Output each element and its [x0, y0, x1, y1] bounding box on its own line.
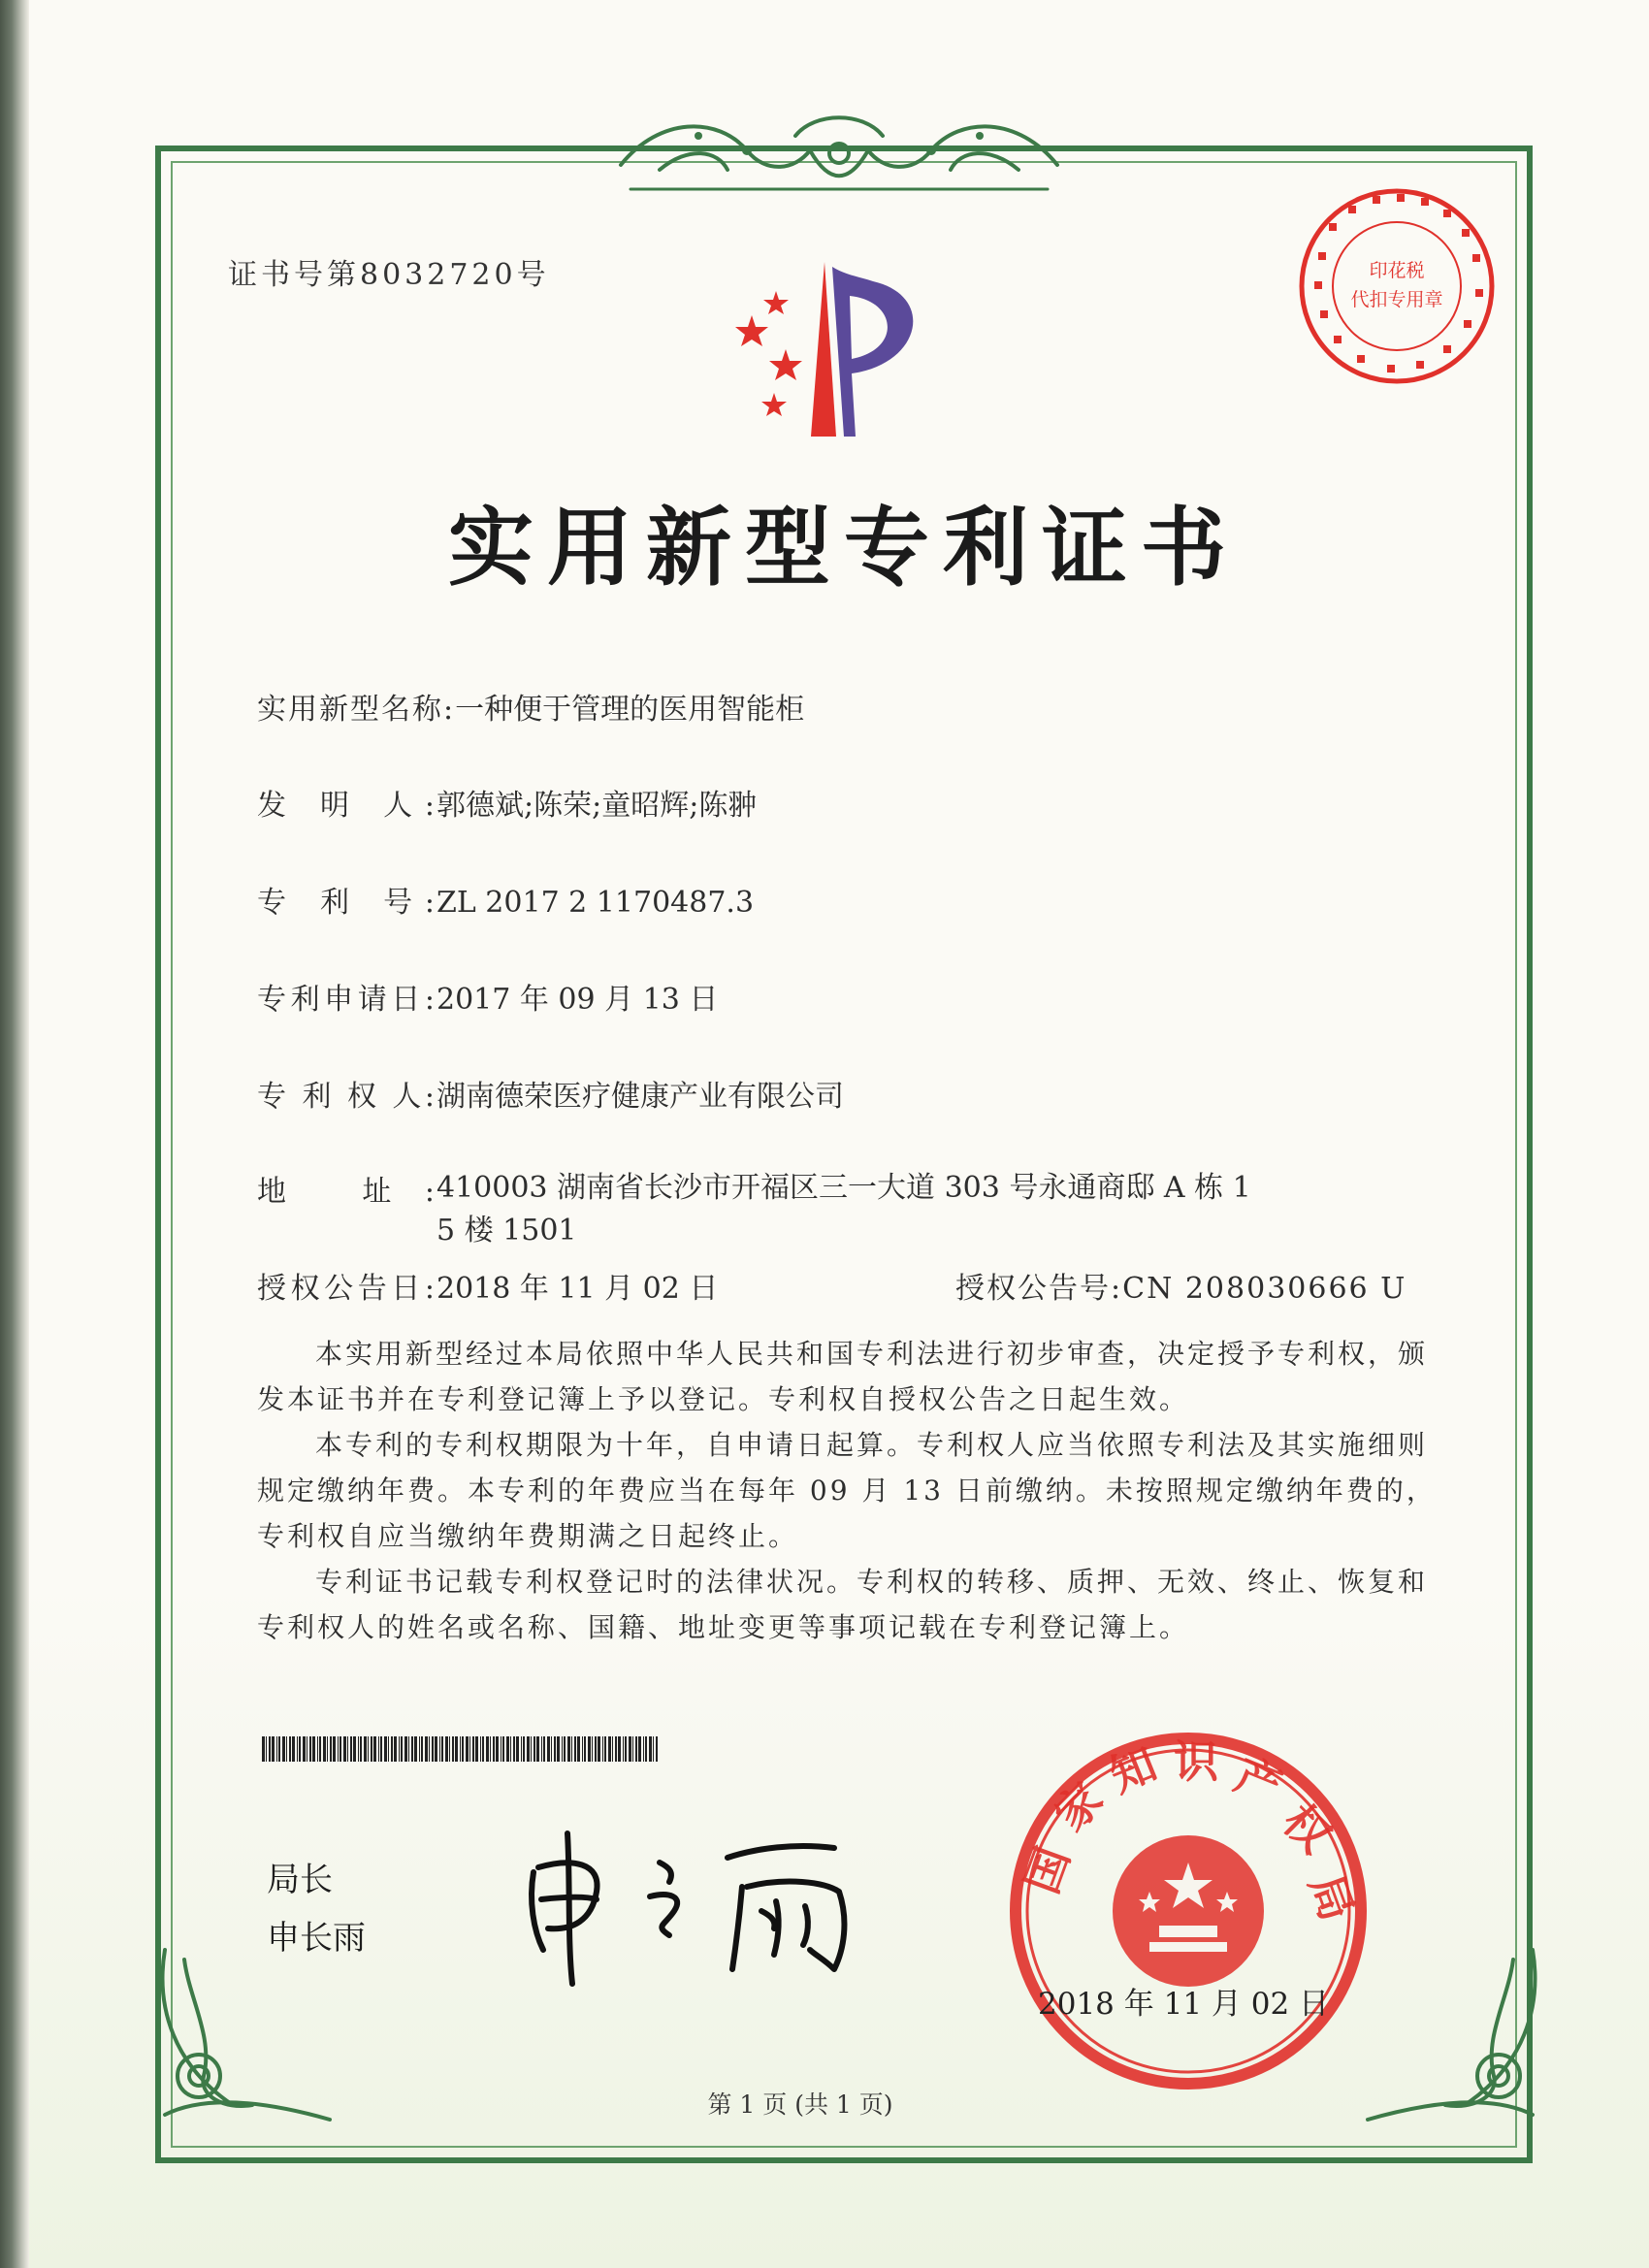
filing-date-value: 2017 年 09 月 13 日	[436, 983, 719, 1017]
barcode-bar	[649, 1736, 652, 1762]
publication-date-field	[257, 1264, 718, 1307]
patentee-field	[257, 1072, 844, 1115]
barcode-bar	[598, 1736, 600, 1762]
certificate-number: 证书号第8032720号	[228, 258, 550, 292]
barcode-bar	[480, 1736, 481, 1762]
barcode-bar	[340, 1736, 341, 1762]
top-scroll-ornament	[601, 97, 1077, 204]
svg-text:产: 产	[1227, 1748, 1289, 1814]
barcode-bar	[338, 1736, 339, 1762]
barcode-bar	[269, 1736, 271, 1762]
body-paragraph-3: 专利证书记载专利权登记时的法律状况。专利权的转移、质押、无效、终止、恢复和专利权人的姓名或名称、国籍、地址变更等事项记载在专利登记簿上。	[257, 1566, 1429, 1643]
barcode-bar	[496, 1736, 499, 1762]
barcode-bar	[380, 1736, 382, 1762]
barcode-bar	[516, 1736, 519, 1762]
svg-text:知: 知	[1102, 1736, 1164, 1803]
barcode-bar	[584, 1736, 586, 1762]
barcode-bar	[521, 1736, 522, 1762]
barcode-bar	[312, 1736, 315, 1762]
barcode-bar	[623, 1736, 624, 1762]
barcode-bar	[582, 1736, 583, 1762]
utility-model-name-value: 一种便于管理的医用智能柜	[455, 693, 805, 727]
barcode-bar	[608, 1736, 611, 1762]
barcode-bar	[429, 1736, 430, 1762]
barcode-bar	[564, 1736, 566, 1762]
barcode-bar	[571, 1736, 572, 1762]
tax-stamp-center-line1: 印花税	[1369, 260, 1425, 281]
barcode-bar	[408, 1736, 409, 1762]
barcode-bar	[445, 1736, 448, 1762]
barcode-bar	[653, 1736, 654, 1762]
barcode-bar	[411, 1736, 413, 1762]
barcode-bar	[292, 1736, 295, 1762]
barcode-bar	[353, 1736, 356, 1762]
barcode-bar	[618, 1736, 621, 1762]
patent-number-value: ZL 2017 2 1170487.3	[436, 886, 755, 920]
barcode-bar	[502, 1736, 504, 1762]
barcode-bar	[475, 1736, 478, 1762]
barcode-bar	[656, 1736, 658, 1762]
barcode-bar	[414, 1736, 417, 1762]
barcode-bar	[547, 1736, 550, 1762]
barcode-bar	[330, 1736, 332, 1762]
barcode-bar	[317, 1736, 318, 1762]
barcode-bar	[554, 1736, 556, 1762]
cnipa-official-seal	[1004, 1727, 1373, 2095]
svg-text:识: 识	[1174, 1735, 1218, 1788]
barcode-bar	[486, 1736, 489, 1762]
body-paragraph-2: 本专利的专利权期限为十年，自申请日起算。专利权人应当依照专利法及其实施细则规定缴纳年费。本专利的年费应当在每年 09 月 13 日前缴纳。未按照规定缴纳年费的，专利权自应当缴纳年费期满之日起终止。	[257, 1429, 1437, 1552]
address-label: 地 址:	[257, 1175, 436, 1209]
barcode-bar	[523, 1736, 525, 1762]
publication-number-value: CN 208030666 U	[1122, 1272, 1407, 1306]
barcode-bar	[421, 1736, 423, 1762]
barcode-bar	[333, 1736, 336, 1762]
svg-text:国: 国	[1015, 1840, 1081, 1900]
barcode-bar	[595, 1736, 597, 1762]
patentee-label: 专 利 权 人:	[257, 1080, 436, 1114]
barcode-bar	[541, 1736, 542, 1762]
barcode-bar	[588, 1736, 591, 1762]
barcode-bar	[510, 1736, 511, 1762]
barcode-bar	[272, 1736, 275, 1762]
patentee-value: 湖南德荣医疗健康产业有限公司	[436, 1080, 844, 1114]
barcode-bar	[319, 1736, 321, 1762]
director-name: 申长雨	[267, 1919, 366, 1958]
barcode-bar	[286, 1736, 287, 1762]
barcode-bar	[490, 1736, 491, 1762]
barcode-bar	[562, 1736, 563, 1762]
barcode-bar	[513, 1736, 515, 1762]
patent-office-logo	[728, 257, 970, 441]
publication-date-value: 2018 年 11 月 02 日	[436, 1272, 719, 1306]
barcode-bar	[643, 1736, 644, 1762]
barcode-bar	[439, 1736, 440, 1762]
barcode-bar	[350, 1736, 352, 1762]
director-title: 局长	[267, 1861, 333, 1899]
barcode-bar	[378, 1736, 379, 1762]
barcode-bar	[373, 1736, 376, 1762]
barcode-bar	[592, 1736, 593, 1762]
barcode-bar	[432, 1736, 434, 1762]
utility-model-name-field	[257, 685, 804, 728]
barcode-bar	[574, 1736, 576, 1762]
address-line-2: 5 楼 1501	[436, 1214, 577, 1247]
publication-number-label: 授权公告号:	[955, 1272, 1123, 1306]
barcode-bar	[425, 1736, 428, 1762]
inventor-value: 郭德斌;陈荣;童昭辉;陈翀	[436, 789, 758, 823]
barcode-bar	[388, 1736, 389, 1762]
barcode-bar	[323, 1736, 326, 1762]
barcode-bar	[303, 1736, 306, 1762]
barcode-bar	[543, 1736, 545, 1762]
address-value	[436, 1167, 1251, 1252]
certificate-title: 实用新型专利证书	[447, 497, 1240, 598]
director-signature	[514, 1814, 873, 1989]
barcode-bar	[399, 1736, 400, 1762]
barcode-bar	[604, 1736, 606, 1762]
barcode-bar	[289, 1736, 291, 1762]
barcode-bar	[625, 1736, 627, 1762]
barcode-bar	[615, 1736, 617, 1762]
barcode-bar	[567, 1736, 570, 1762]
scan-edge	[0, 0, 29, 2268]
barcode-bar	[531, 1736, 532, 1762]
barcode-bar	[299, 1736, 301, 1762]
barcode-bar	[460, 1736, 461, 1762]
barcode-bar	[266, 1736, 267, 1762]
barcode-bar	[309, 1736, 311, 1762]
inventor-field	[257, 781, 757, 824]
barcode-bar	[629, 1736, 631, 1762]
tax-stamp	[1295, 184, 1499, 388]
barcode-bar	[364, 1736, 367, 1762]
barcode-bar	[368, 1736, 369, 1762]
barcode	[262, 1736, 660, 1762]
filing-date-field	[257, 975, 718, 1018]
barcode-bar	[452, 1736, 454, 1762]
patent-number-label: 专 利 号:	[257, 886, 436, 920]
barcode-bar	[482, 1736, 484, 1762]
svg-text:局: 局	[1299, 1867, 1365, 1928]
barcode-bar	[536, 1736, 539, 1762]
barcode-bar	[506, 1736, 509, 1762]
barcode-bar	[262, 1736, 265, 1762]
barcode-bar	[557, 1736, 560, 1762]
barcode-bar	[632, 1736, 633, 1762]
barcode-bar	[327, 1736, 328, 1762]
barcode-bar	[469, 1736, 470, 1762]
barcode-bar	[441, 1736, 443, 1762]
barcode-bar	[401, 1736, 403, 1762]
barcode-bar	[638, 1736, 641, 1762]
barcode-bar	[645, 1736, 647, 1762]
svg-text:权: 权	[1273, 1794, 1342, 1863]
barcode-bar	[384, 1736, 387, 1762]
address-line-1: 410003 湖南省长沙市开福区三一大道 303 号永通商邸 A 栋 1	[436, 1171, 1251, 1205]
inventor-label: 发 明 人:	[257, 789, 436, 823]
barcode-bar	[358, 1736, 359, 1762]
publication-date-label: 授权公告日:	[257, 1272, 436, 1306]
svg-text:家: 家	[1044, 1772, 1114, 1841]
barcode-bar	[602, 1736, 603, 1762]
barcode-bar	[276, 1736, 277, 1762]
barcode-bar	[435, 1736, 437, 1762]
barcode-bar	[282, 1736, 285, 1762]
barcode-bar	[466, 1736, 469, 1762]
barcode-bar	[527, 1736, 530, 1762]
barcode-bar	[394, 1736, 397, 1762]
barcode-bar	[551, 1736, 552, 1762]
filing-date-label: 专利申请日:	[257, 983, 436, 1017]
barcode-bar	[577, 1736, 580, 1762]
publication-number-field	[955, 1264, 1406, 1307]
barcode-bar	[360, 1736, 362, 1762]
address-field	[257, 1167, 1251, 1252]
barcode-bar	[493, 1736, 495, 1762]
patent-number-field	[257, 878, 754, 921]
barcode-bar	[472, 1736, 474, 1762]
page-indicator: 第 1 页 (共 1 页)	[707, 2090, 893, 2119]
barcode-bar	[534, 1736, 535, 1762]
issue-date: 2018 年 11 月 02 日	[1038, 1987, 1330, 2022]
barcode-bar	[419, 1736, 420, 1762]
barcode-bar	[343, 1736, 346, 1762]
barcode-bar	[462, 1736, 464, 1762]
barcode-bar	[371, 1736, 372, 1762]
barcode-bar	[612, 1736, 613, 1762]
barcode-bar	[404, 1736, 407, 1762]
barcode-bar	[278, 1736, 280, 1762]
barcode-bar	[347, 1736, 348, 1762]
body-paragraph-1: 本实用新型经过本局依照中华人民共和国专利法进行初步审查，决定授予专利权，颁发本证书并在专利登记簿上予以登记。专利权自授权公告之日起生效。	[257, 1338, 1429, 1415]
utility-model-name-label: 实用新型名称:	[257, 693, 456, 727]
barcode-bar	[391, 1736, 393, 1762]
barcode-bar	[635, 1736, 637, 1762]
barcode-bar	[455, 1736, 458, 1762]
barcode-bar	[449, 1736, 450, 1762]
barcode-bar	[297, 1736, 298, 1762]
tax-stamp-center-line2: 代扣专用章	[1350, 289, 1443, 310]
